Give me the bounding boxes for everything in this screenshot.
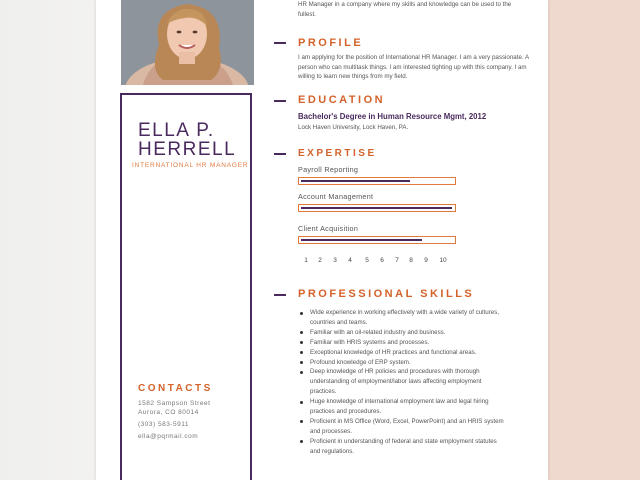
skill-bar [298,236,456,244]
skill-label: Account Management [298,192,374,201]
skill-bar [298,177,456,185]
list-item: Deep knowledge of HR policies and procedures with thorough understanding of employment/labor laws affecting employment practices. [298,367,508,397]
professional-skills-list [298,308,508,457]
skill-bar [298,204,456,212]
list-item: Proficient in MS Office (Word, Excel, PowerPoint) and an HRIS system and processes. [298,417,508,437]
skill-bar-fill [301,180,410,183]
education-heading: EDUCATION [298,94,386,106]
profile-heading: PROFILE [298,37,364,49]
list-item: Familiar with HRIS systems and processes. [298,338,508,348]
list-item: Exceptional knowledge of HR practices and functional areas. [298,348,508,358]
background-right-panel [548,0,640,480]
education-school: Lock Haven University, Lock Haven, PA. [298,124,409,131]
section-divider [274,294,286,296]
last-name: HERRELL [138,139,237,160]
list-item: Profound knowledge of ERP system. [298,358,508,368]
contacts-heading: CONTACTS [138,383,213,394]
scale-number: 4 [348,257,352,264]
address-line-2: Aurora, CO 80014 [138,409,199,416]
scale-number: 6 [380,257,384,264]
skill-label: Payroll Reporting [298,165,359,174]
profile-photo [121,0,254,85]
list-item: Familiar with an oil-related industry and business. [298,328,508,338]
list-item: Proficient in understanding of federal and state employment statutes and regulations. [298,437,508,457]
job-title: INTERNATIONAL HR MANAGER [132,162,249,169]
list-item: Huge knowledge of international employment law and legal hiring practices and procedures. [298,397,508,417]
education-degree: Bachelor's Degree in Human Resource Mgmt, 2012 [298,112,487,121]
professional-skills-heading: PROFESSIONAL SKILLS [298,288,475,300]
skill-bar-fill [301,207,452,210]
objective-text: HR Manager in a company where my skills and knowledge can be used to the fullest. [298,1,512,18]
list-item: Wide experience in working effectively with a wide variety of cultures, countries and teams. [298,308,508,328]
scale-number: 1 [304,257,308,264]
name-sidebar [120,93,252,480]
scale-number: 3 [333,257,337,264]
phone-number: (303) 583-5911 [138,421,189,428]
scale-number: 2 [318,257,322,264]
scale-number: 9 [424,257,428,264]
scale-number: 8 [409,257,413,264]
profile-text: I am applying for the position of International HR Manager. I am a very passionate. A person who can multitask things. I am interested tighting up with this company. I am willing to learn new things from my field. [298,54,529,80]
skill-bar-fill [301,239,422,242]
scale-number: 7 [395,257,399,264]
address-line-1: 1582 Sampson Street [138,400,211,407]
section-divider [274,153,286,155]
scale-number: 5 [365,257,369,264]
resume-page [96,0,548,480]
first-name: ELLA P. [138,120,215,141]
skill-label: Client Acquisition [298,224,359,233]
section-divider [274,42,286,44]
section-divider [274,100,286,102]
scale-number: 10 [439,257,447,264]
email-address: ella@pqrmail.com [138,433,199,440]
expertise-heading: EXPERTISE [298,148,377,159]
candidate-name [138,121,253,159]
